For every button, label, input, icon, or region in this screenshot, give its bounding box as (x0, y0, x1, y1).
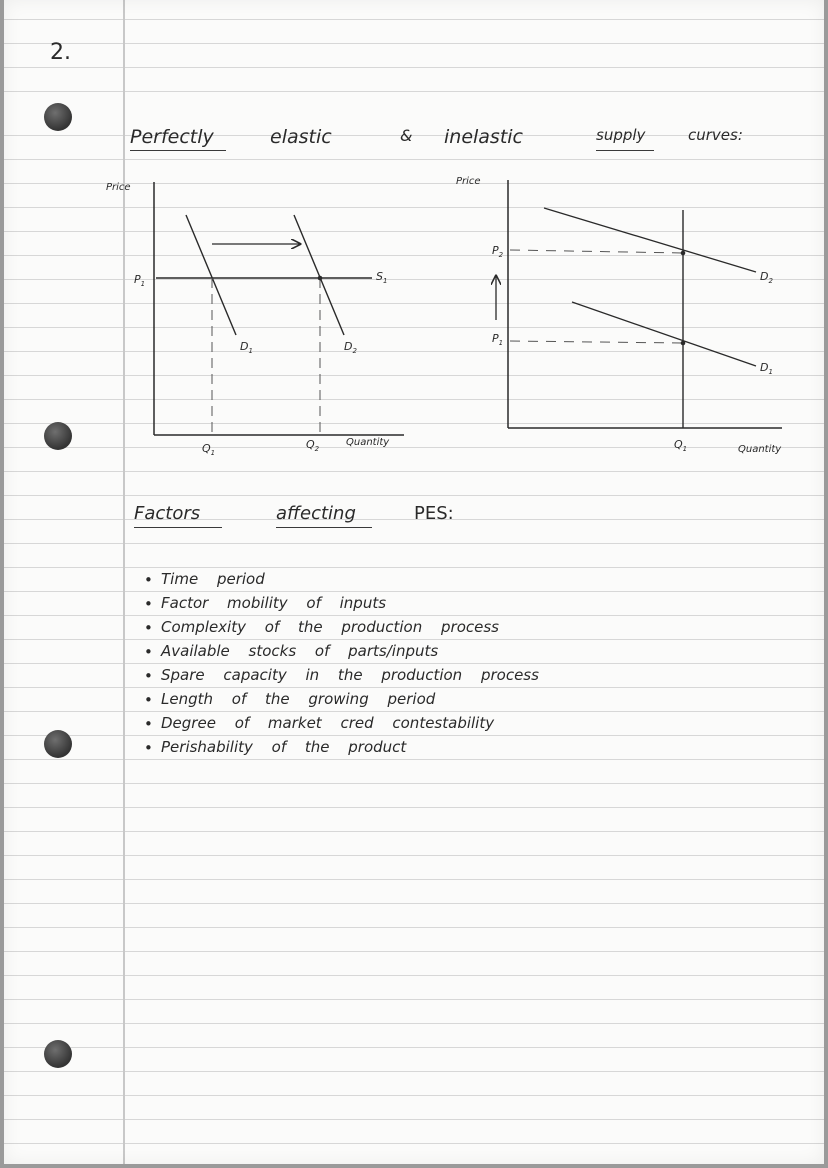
factor-text: Available stocks of parts/inputs (161, 642, 439, 660)
heading-word: Perfectly (130, 126, 214, 148)
tick-label-q1: $Q_1$ (202, 442, 216, 457)
factor-text: Complexity of the production process (161, 618, 499, 636)
equilibrium-point (681, 251, 686, 256)
factor-text: Length of the growing period (161, 690, 436, 708)
heading-word: supply (596, 126, 646, 144)
series-label-d1: $D_1$ (760, 361, 773, 376)
y-axis-label: Price (106, 182, 131, 193)
heading-underline (130, 150, 226, 151)
series-label-d2: $D_2$ (760, 270, 773, 285)
heading-word: inelastic (444, 126, 524, 148)
inelastic-supply-chart (456, 176, 782, 455)
page-number: 2. (50, 40, 71, 65)
series-label-s1: $S_1$ (376, 270, 388, 285)
supply-curves-diagrams (4, 170, 824, 460)
factors-title-word: PES: (414, 503, 454, 524)
factors-title-word: Factors (134, 503, 201, 524)
factor-text: Degree of market cred contestability (161, 714, 495, 732)
y-axis-label: Price (456, 176, 481, 187)
x-axis-label: Quantity (738, 444, 782, 455)
tick-label-p1: $P_1$ (492, 332, 504, 347)
heading-word: curves: (688, 126, 743, 144)
demand-line-d2 (294, 215, 344, 335)
factor-text: Spare capacity in the production process (161, 666, 539, 684)
tick-label-q1: $Q_1$ (674, 438, 688, 453)
demand-line-d1 (572, 302, 756, 366)
factor-text: Factor mobility of inputs (161, 594, 387, 612)
factors-title-word: affecting (276, 503, 356, 524)
factors-title-underline (134, 527, 222, 528)
punch-hole (44, 1040, 72, 1068)
heading-word: & (400, 126, 413, 145)
p1-guide (510, 341, 683, 343)
p2-guide (510, 250, 683, 253)
tick-label-q2: $Q_2$ (306, 438, 320, 453)
tick-label-p1: $P_1$ (134, 273, 146, 288)
elastic-supply-chart (106, 182, 404, 457)
demand-line-d2 (544, 208, 756, 272)
factor-text: Perishability of the product (161, 738, 407, 756)
x-axis-label: Quantity (346, 437, 390, 448)
equilibrium-point (681, 341, 686, 346)
series-label-d2: $D_2$ (344, 340, 357, 355)
punch-hole (44, 730, 72, 758)
tick-label-p2: $P_2$ (492, 244, 504, 259)
notebook-page: 2. Perfectly elastic & inelastic supply curves: Price $P_1$ $S_1$ $D_1$ $D_2$ $Q_1$ $Q_2$ Quantity Price $P_2$ $P_1$ $D_2$ $D_1$ $Q_1$ Quantity Factors affecting PES: • Time period • Factor mobility of inputs • Complexity of the production process • Available stocks of parts/inputs • Spare capacity in the production process • Length of the growing period • Degree of market cred contestability • Perishability of the product (4, 0, 824, 1164)
punch-hole (44, 103, 72, 131)
heading-underline (596, 150, 654, 151)
demand-line-d1 (186, 215, 236, 335)
factor-text: Time period (161, 570, 265, 588)
equilibrium-point (318, 276, 323, 281)
factors-title-underline (276, 527, 372, 528)
heading-word: elastic (270, 126, 332, 148)
series-label-d1: $D_1$ (240, 340, 253, 355)
